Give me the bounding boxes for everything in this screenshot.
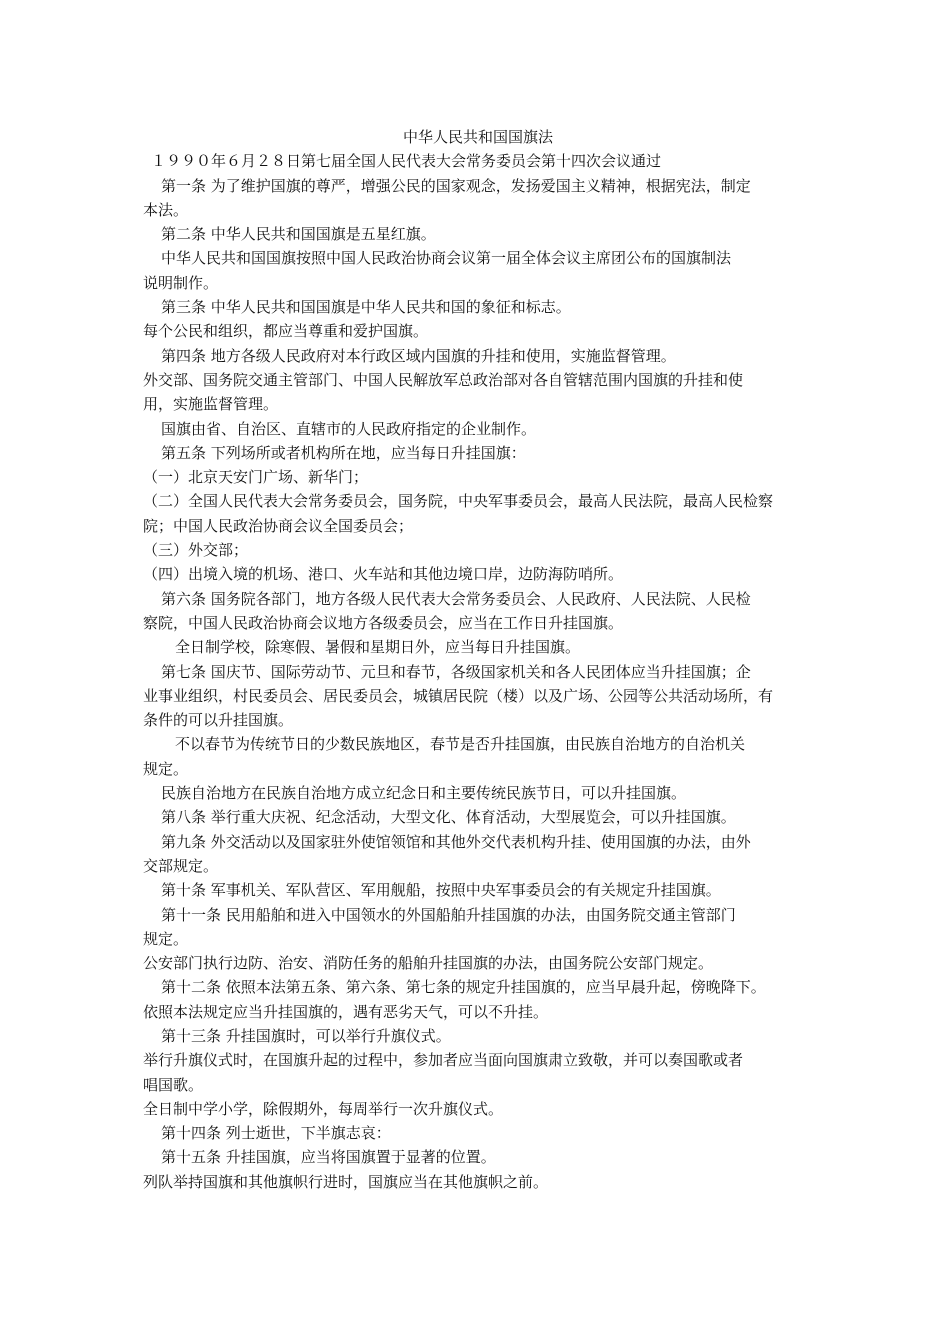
text-line: 规定。 [143, 929, 189, 948]
text-line: 第十条 军事机关、军队营区、军用舰船，按照中央军事委员会的有关规定升挂国旗。 [161, 881, 721, 900]
text-line: 举行升旗仪式时，在国旗升起的过程中，参加者应当面向国旗肃立致敬，并可以奏国歌或者 [143, 1051, 744, 1070]
text-line: 条件的可以升挂国旗。 [143, 711, 294, 730]
text-line: 察院，中国人民政治协商会议地方各级委员会，应当在工作日升挂国旗。 [143, 613, 624, 632]
text-line: 第二条 中华人民共和国国旗是五星红旗。 [161, 225, 436, 244]
text-line: 第十四条 列士逝世，下半旗志哀： [161, 1124, 391, 1143]
text-line: 公安部门执行边防、治安、消防任务的船舶升挂国旗的办法，由国务院公安部门规定。 [143, 954, 714, 973]
text-line: 说明制作。 [143, 273, 219, 292]
text-line: （三）外交部； [143, 541, 249, 560]
text-line: 第十三条 升挂国旗时，可以举行升旗仪式。 [161, 1026, 451, 1045]
text-line: 依照本法规定应当升挂国旗的，遇有恶劣天气，可以不升挂。 [143, 1002, 549, 1021]
text-line: 规定。 [143, 759, 189, 778]
text-line: 全日制学校，除寒假、暑假和星期日外，应当每日升挂国旗。 [175, 638, 581, 657]
text-line: 院；中国人民政治协商会议全国委员会； [143, 516, 414, 535]
text-line: 民族自治地方在民族自治地方成立纪念日和主要传统民族节日，可以升挂国旗。 [161, 784, 687, 803]
text-line: 全日制中学小学，除假期外，每周举行一次升旗仪式。 [143, 1099, 504, 1118]
text-line: 第八条 举行重大庆祝、纪念活动，大型文化、体育活动，大型展览会，可以升挂国旗。 [161, 808, 736, 827]
text-line: （一）北京天安门广场、新华门； [143, 468, 369, 487]
text-line: 第十五条 升挂国旗，应当将国旗置于显著的位置。 [161, 1148, 496, 1167]
adoption-note: １９９０年６月２８日第七届全国人民代表大会常务委员会第十四次会议通过 [151, 152, 662, 171]
text-line: 本法。 [143, 200, 189, 219]
text-line: 列队举持国旗和其他旗帜行进时，国旗应当在其他旗帜之前。 [143, 1172, 549, 1191]
text-line: 国旗由省、自治区、直辖市的人民政府指定的企业制作。 [161, 419, 537, 438]
text-line: 第五条 下列场所或者机构所在地，应当每日升挂国旗： [161, 443, 526, 462]
document-title: 中华人民共和国国旗法 [402, 128, 553, 146]
text-line: 第七条 国庆节、国际劳动节、元旦和春节，各级国家机关和各人民团体应当升挂国旗；企 [161, 662, 751, 681]
text-line: 第六条 国务院各部门，地方各级人民代表大会常务委员会、人民政府、人民法院、人民检 [161, 589, 751, 608]
text-line: 第三条 中华人民共和国国旗是中华人民共和国的象征和标志。 [161, 298, 571, 317]
text-line: 交部规定。 [143, 856, 219, 875]
text-line: （四）出境入境的机场、港口、火车站和其他边境口岸，边防海防哨所。 [143, 565, 624, 584]
text-line: 用，实施监督管理。 [143, 395, 279, 414]
text-line: 第十一条 民用船舶和进入中国领水的外国船舶升挂国旗的办法，由国务院交通主管部门 [161, 905, 736, 924]
text-line: 唱国歌。 [143, 1075, 204, 1094]
text-line: 第九条 外交活动以及国家驻外使馆领馆和其他外交代表机构升挂、使用国旗的办法，由外 [161, 832, 751, 851]
text-line: 业事业组织，村民委员会、居民委员会，城镇居民院（楼）以及广场、公园等公共活动场所，有 [143, 686, 774, 705]
text-line: 第四条 地方各级人民政府对本行政区域内国旗的升挂和使用，实施监督管理。 [161, 346, 676, 365]
text-line: 不以春节为传统节日的少数民族地区，春节是否升挂国旗，由民族自治地方的自治机关 [175, 735, 746, 754]
document-page [143, 125, 813, 1194]
text-line: （二）全国人民代表大会常务委员会，国务院，中央军事委员会，最高人民法院，最高人民检察 [143, 492, 774, 511]
text-line: 第十二条 依照本法第五条、第六条、第七条的规定升挂国旗的，应当早晨升起，傍晚降下。 [161, 978, 766, 997]
text-line: 外交部、国务院交通主管部门、中国人民解放军总政治部对各自管辖范围内国旗的升挂和使 [143, 370, 744, 389]
text-line: 每个公民和组织，都应当尊重和爱护国旗。 [143, 322, 429, 341]
text-line: 中华人民共和国国旗按照中国人民政治协商会议第一届全体会议主席团公布的国旗制法 [161, 249, 732, 268]
text-line: 第一条 为了维护国旗的尊严，增强公民的国家观念，发扬爱国主义精神，根据宪法，制定 [161, 176, 751, 195]
